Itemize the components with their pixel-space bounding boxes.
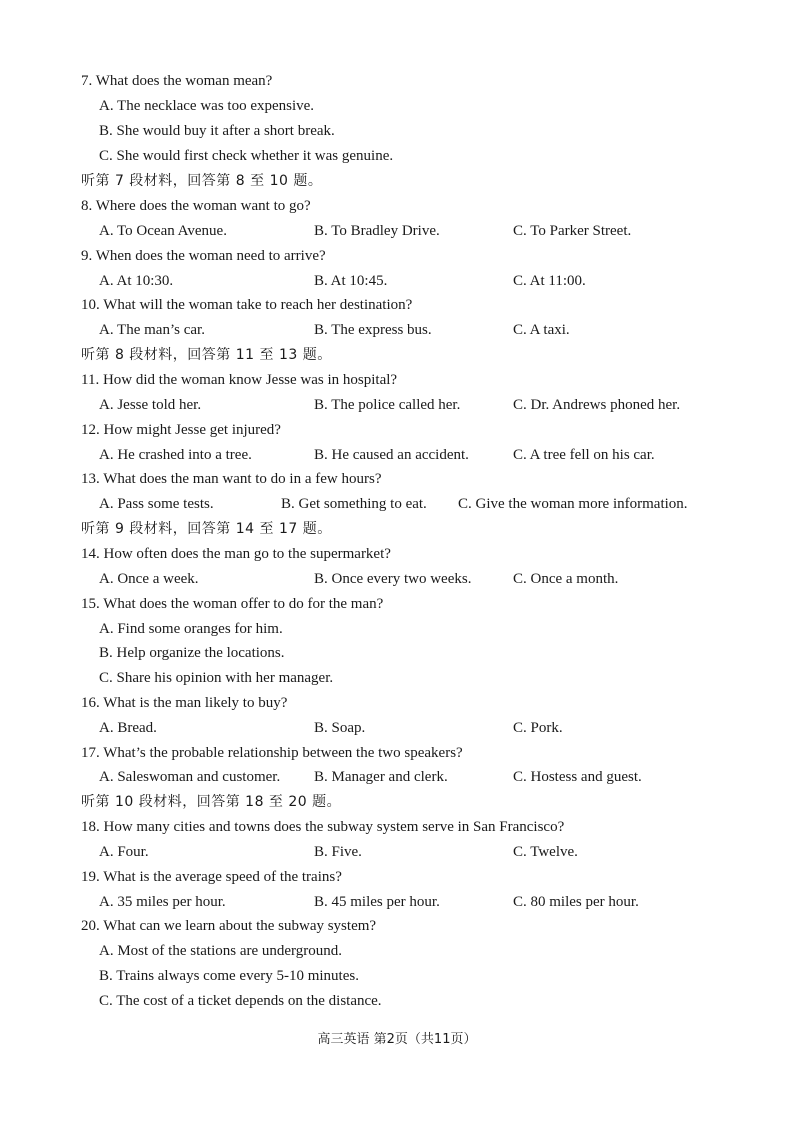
question-18-options	[99, 841, 719, 863]
question-11-options	[99, 394, 719, 416]
question-11-option-a: A. Jesse told her.	[99, 397, 202, 413]
question-17-option-c: C. Hostess and guest.	[513, 769, 642, 785]
question-14-stem: 14. How often does the man go to the supermarket?	[81, 546, 391, 562]
question-16-stem: 16. What is the man likely to buy?	[81, 695, 288, 711]
question-10-option-b: B. The express bus.	[314, 322, 432, 338]
question-17-option-b: B. Manager and clerk.	[314, 769, 448, 785]
question-13-options	[99, 493, 719, 515]
question-9-option-b: B. At 10:45.	[314, 273, 388, 289]
question-9-option-a: A. At 10:30.	[99, 273, 174, 289]
question-19-options	[99, 891, 719, 913]
question-12-option-a: A. He crashed into a tree.	[99, 447, 252, 463]
question-16-option-a: A. Bread.	[99, 720, 157, 736]
question-18-option-c: C. Twelve.	[513, 844, 578, 860]
question-13-stem: 13. What does the man want to do in a few hours?	[81, 471, 382, 487]
question-8-options	[99, 220, 699, 242]
question-11-stem: 11. How did the woman know Jesse was in hospital?	[81, 372, 398, 388]
question-9-stem: 9. When does the woman need to arrive?	[81, 248, 326, 264]
question-13-option-a: A. Pass some tests.	[99, 496, 214, 512]
question-15-option-c: C. Share his opinion with her manager.	[99, 670, 334, 686]
question-17-option-a: A. Saleswoman and customer.	[99, 769, 281, 785]
question-12-option-c: C. A tree fell on his car.	[513, 447, 655, 463]
question-16-option-b: B. Soap.	[314, 720, 366, 736]
question-13-option-b: B. Get something to eat.	[281, 496, 427, 512]
question-15-option-b: B. Help organize the locations.	[99, 645, 285, 661]
question-20-option-a: A. Most of the stations are underground.	[99, 943, 343, 959]
question-14-option-b: B. Once every two weeks.	[314, 571, 472, 587]
question-16-option-c: C. Pork.	[513, 720, 563, 736]
question-8-option-b: B. To Bradley Drive.	[314, 223, 440, 239]
question-8-stem: 8. Where does the woman want to go?	[81, 198, 311, 214]
question-12-stem: 12. How might Jesse get injured?	[81, 422, 281, 438]
question-8-option-a: A. To Ocean Avenue.	[99, 223, 227, 239]
question-17-stem: 17. What’s the probable relationship between the two speakers?	[81, 745, 463, 761]
question-10-option-c: C. A taxi.	[513, 322, 570, 338]
question-20-option-b: B. Trains always come every 5-10 minutes.	[99, 968, 359, 984]
question-18-option-a: A. Four.	[99, 844, 149, 860]
question-10-option-a: A. The man’s car.	[99, 322, 205, 338]
question-12-option-b: B. He caused an accident.	[314, 447, 469, 463]
question-19-stem: 19. What is the average speed of the trains?	[81, 869, 342, 885]
question-12-options	[99, 444, 719, 466]
question-17-options	[99, 766, 719, 788]
question-10-stem: 10. What will the woman take to reach her destination?	[81, 297, 413, 313]
question-7-option-c: C. She would first check whether it was genuine.	[99, 148, 394, 164]
question-18-stem: 18. How many cities and towns does the subway system serve in San Francisco?	[81, 819, 565, 835]
question-9-option-c: C. At 11:00.	[513, 273, 586, 289]
section-header-10: 听第 10 段材料，回答第 18 至 20 题。	[81, 794, 342, 810]
section-header-7: 听第 7 段材料，回答第 8 至 10 题。	[81, 173, 323, 189]
question-8-option-c: C. To Parker Street.	[513, 223, 632, 239]
question-7-option-a: A. The necklace was too expensive.	[99, 98, 315, 114]
question-11-option-b: B. The police called her.	[314, 397, 461, 413]
page-footer: 高三英语 第2页（共11页）	[317, 1032, 477, 1047]
question-13-option-c: C. Give the woman more information.	[458, 496, 688, 512]
question-20-option-c: C. The cost of a ticket depends on the distance.	[99, 993, 382, 1009]
question-14-options	[99, 568, 719, 590]
question-7-option-b: B. She would buy it after a short break.	[99, 123, 335, 139]
question-9-options	[99, 270, 699, 292]
question-16-options	[99, 717, 719, 739]
question-14-option-a: A. Once a week.	[99, 571, 199, 587]
section-header-9: 听第 9 段材料，回答第 14 至 17 题。	[81, 521, 332, 537]
question-20-stem: 20. What can we learn about the subway system?	[81, 918, 377, 934]
question-15-option-a: A. Find some oranges for him.	[99, 621, 283, 637]
question-14-option-c: C. Once a month.	[513, 571, 619, 587]
question-15-stem: 15. What does the woman offer to do for the man?	[81, 596, 384, 612]
question-19-option-a: A. 35 miles per hour.	[99, 894, 226, 910]
question-19-option-c: C. 80 miles per hour.	[513, 894, 639, 910]
question-7-stem: 7. What does the woman mean?	[81, 73, 273, 89]
question-11-option-c: C. Dr. Andrews phoned her.	[513, 397, 681, 413]
question-10-options	[99, 319, 699, 341]
question-18-option-b: B. Five.	[314, 844, 362, 860]
question-19-option-b: B. 45 miles per hour.	[314, 894, 440, 910]
section-header-8: 听第 8 段材料，回答第 11 至 13 题。	[81, 347, 332, 363]
